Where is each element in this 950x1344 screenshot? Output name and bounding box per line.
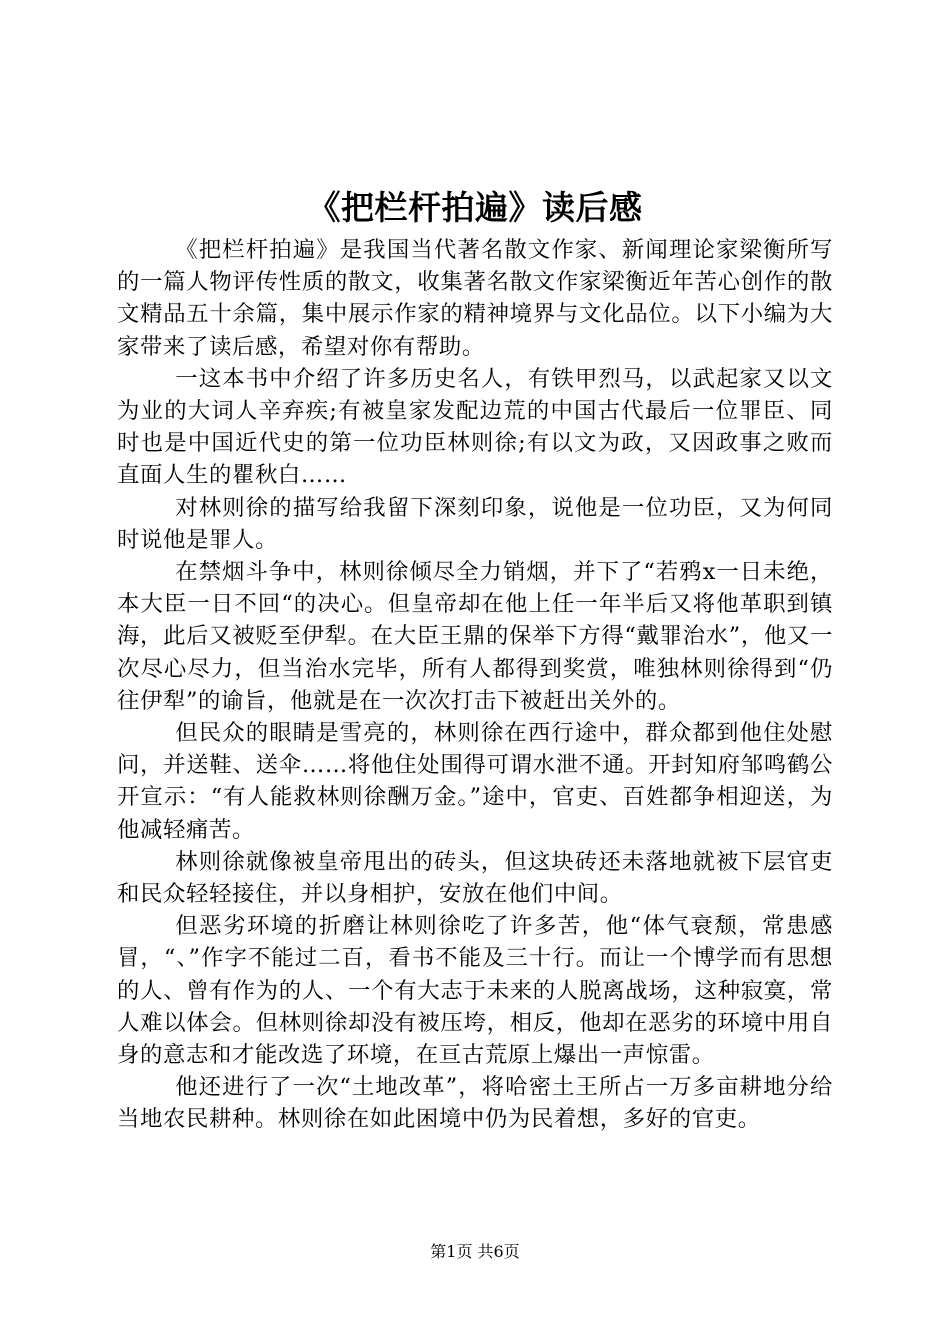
paragraph-6: 林则徐就像被皇帝甩出的砖头，但这块砖还未落地就被下层官吏和民众轻轻接住，并以身相护，安放在他们中间。 (117, 848, 833, 908)
paragraph-2: 一这本书中介绍了许多历史名人，有铁甲烈马，以武起家又以文为业的大词人辛弃疾;有被皇家发配边荒的中国古代最后一位罪臣、同时也是中国近代史的第一位功臣林则徐;有以文为政，又因政事之败而直面人生的瞿秋白…… (117, 365, 833, 489)
document-body (117, 234, 833, 1136)
paragraph-4: 在禁烟斗争中，林则徐倾尽全力销烟，并下了“若鸦x一日未绝，本大臣一日不回“的决心。但皇帝却在他上任一年半后又将他革职到镇海，此后又被贬至伊犁。在大臣王鼎的保举下方得“戴罪治水”，他又一次尽心尽力，但当治水完毕，所有人都得到奖赏，唯独林则徐得到“仍往伊犁”的谕旨，他就是在一次次打击下被赶出关外的。 (117, 559, 833, 714)
paragraph-1: 《把栏杆拍遍》是我国当代著名散文作家、新闻理论家梁衡所写的一篇人物评传性质的散文，收集著名散文作家梁衡近年苦心创作的散文精品五十余篇，集中展示作家的精神境界与文化品位。以下小编为大家带来了读后感，希望对你有帮助。 (117, 237, 833, 360)
page-number-footer: 第1页 共6页 (430, 1242, 520, 1261)
paragraph-5: 但民众的眼睛是雪亮的，林则徐在西行途中，群众都到他住处慰问，并送鞋、送伞……将他住处围得可谓水泄不通。开封知府邹鸣鹤公开宣示：“有人能救林则徐酬万金。”途中，官吏、百姓都争相迎送，为他减轻痛苦。 (117, 720, 833, 843)
document-title: 《把栏杆拍遍》读后感 (307, 188, 643, 227)
paragraph-3: 对林则徐的描写给我留下深刻印象，说他是一位功臣，又为何同时说他是罪人。 (117, 494, 833, 553)
paragraph-8: 他还进行了一次“土地改革”，将哈密土王所占一万多亩耕地分给当地农民耕种。林则徐在如此困境中仍为民着想，多好的官吏。 (117, 1074, 833, 1133)
paragraph-7: 但恶劣环境的折磨让林则徐吃了许多苦，他“体气衰颓，常患感冒，“、”作字不能过二百，看书不能及三十行。而让一个博学而有思想的人、曾有作为的人、一个有大志于未来的人脱离战场，这种寂寞，常人难以体会。但林则徐却没有被压垮，相反，他却在恶劣的环境中用自身的意志和才能改选了环境，在亘古荒原上爆出一声惊雷。 (117, 913, 833, 1069)
